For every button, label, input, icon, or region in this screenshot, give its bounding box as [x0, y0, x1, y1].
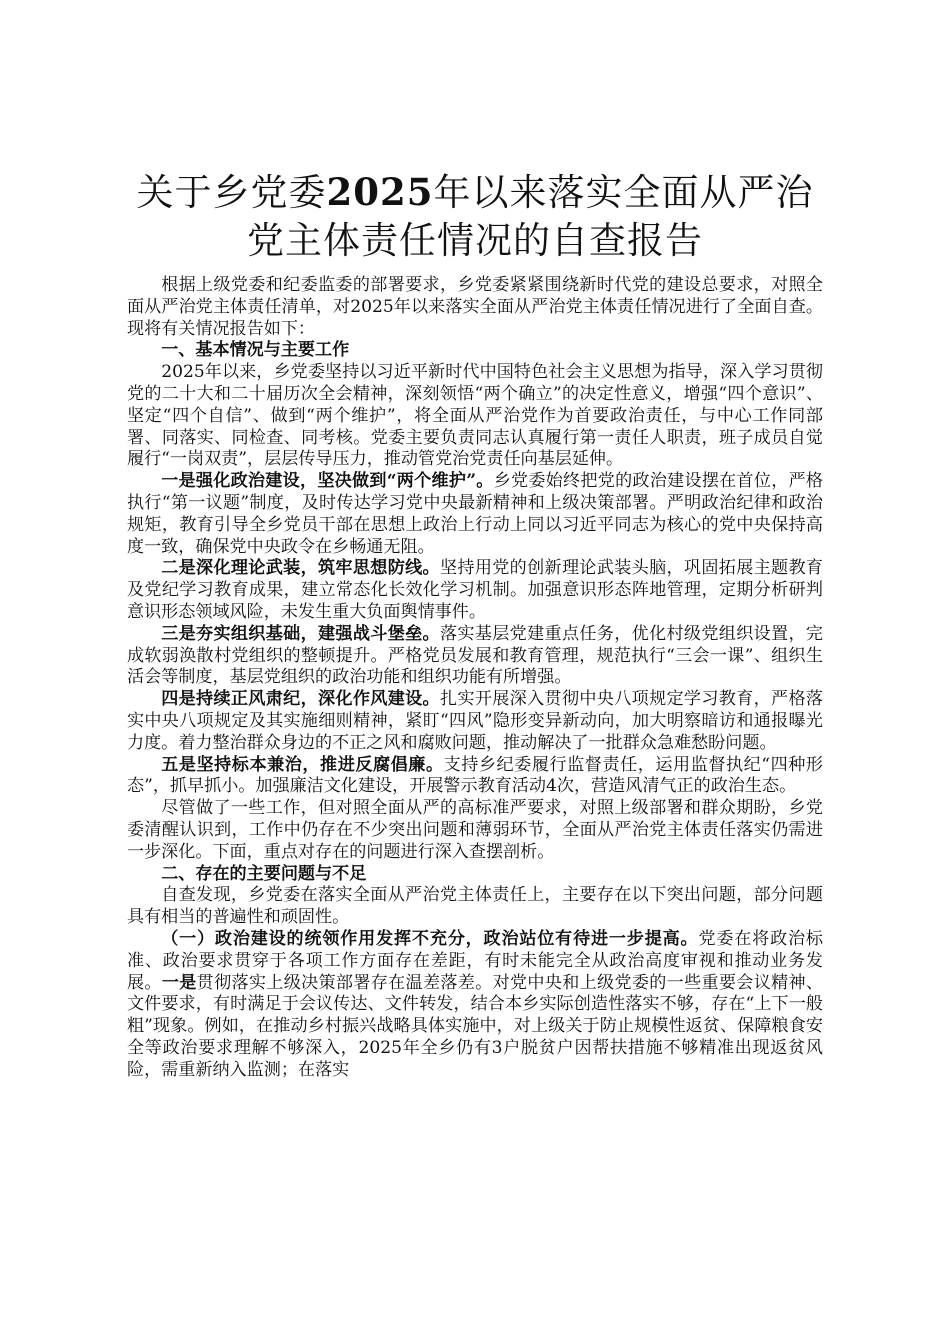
problem1-paragraph: [127, 929, 823, 1082]
section1-intro-paragraph: 2025年以来，乡党委坚持以习近平新时代中国特色社会主义思想为指导，深入学习贯彻党的二十大和二十届历次全会精神，深刻领悟“两个确立”的决定性意义，增强“四个意识”、坚定“四个自信”、做到“两个维护”，将全面从严治党作为首要政治责任，与中心工作同部署、同落实、同检查、同考核。党委主要负责同志认真履行第一责任人职责，班子成员自觉履行“一岗双责”，层层传导压力，推动管党治党责任向基层延伸。: [127, 362, 823, 470]
item1-paragraph: [127, 471, 823, 558]
section2-heading: 二、存在的主要问题与不足: [161, 863, 367, 884]
item1-lead: 一是强化政治建设，坚决做到“两个维护”。: [161, 471, 494, 492]
item2-body: 坚持用党的创新理论武装头脑，巩固拓展主题教育及党纪学习教育成果，建立常态化长效化学习机制。加强意识形态阵地管理，定期分析研判意识形态领域风险，未发生重大负面舆情事件。: [127, 558, 823, 622]
problem1-lead: （一）政治建设的统领作用发挥不充分，政治站位有待进一步提高。: [161, 928, 699, 949]
item2-paragraph: [127, 558, 823, 623]
item2-lead: 二是深化理论武装，筑牢思想防线。: [161, 558, 440, 579]
problem1-body1: 党委在将政治标准、政治要求贯穿于各项工作方面存在差距，有时未能完全从政治高度审视和推动业务发展。: [127, 928, 823, 993]
document-page: [127, 168, 823, 1081]
item5-paragraph: [127, 755, 823, 799]
item4-lead: 四是持续正风肃纪，深化作风建设。: [161, 689, 440, 710]
section2-intro-paragraph: 自查发现，乡党委在落实全面从严治党主体责任上，主要存在以下突出问题，部分问题具有相当的普遍性和顽固性。: [127, 885, 823, 928]
item5-lead: 五是坚持标本兼治，推进反腐倡廉。: [161, 754, 444, 775]
section1-heading: 一、基本情况与主要工作: [161, 340, 350, 361]
problem1-body2: 贯彻落实上级决策部署存在温差落差。对党中央和上级党委的一些重要会议精神、文件要求，有时满足于会议传达、文件转发，结合本乡实际创造性落实不够，存在“上下一般粗”现象。例如，在推动乡村振兴战略具体实施中，对上级关于防止规模性返贫、保障粮食安全等政治要求理解不够深入，2025年全乡仍有3户脱贫户因帮扶措施不够精准出现返贫风险，需重新纳入监测；在落实: [127, 972, 824, 1080]
section1-summary-paragraph: 尽管做了一些工作，但对照全面从严的高标准严要求，对照上级部署和群众期盼，乡党委清醒认识到，工作中仍存在不少突出问题和薄弱环节，全面从严治党主体责任落实仍需进一步深化。下面，重点对存在的问题进行深入查摆剖析。: [127, 798, 823, 862]
intro-paragraph: 根据上级党委和纪委监委的部署要求，乡党委紧紧围绕新时代党的建设总要求，对照全面从严治党主体责任清单，对2025年以来落实全面从严治党主体责任情况进行了全面自查。现将有关情况报告如下：: [127, 275, 823, 339]
item3-paragraph: [127, 624, 823, 689]
item4-body: 扎实开展深入贯彻中央八项规定学习教育，严格落实中央八项规定及其实施细则精神，紧盯“四风”隐形变异新动向，加大明察暗访和通报曝光力度。着力整治群众身边的不正之风和腐败问题，推动解决了一批群众急难愁盼问题。: [127, 689, 823, 753]
item3-body: 落实基层党建重点任务，优化村级党组织设置，完成软弱涣散村党组织的整顿提升。严格党员发展和教育管理，规范执行“三会一课”、组织生活会等制度，基层党组织的政治功能和组织功能有所增强。: [127, 623, 823, 688]
item1-body: 乡党委始终把党的政治建设摆在首位，严格执行“第一议题”制度，及时传达学习党中央最新精神和上级决策部署。严明政治纪律和政治规矩，教育引导全乡党员干部在思想上政治上行动上同以习近平同志为核心的党中央保持高度一致，确保党中央政令在乡畅通无阻。: [127, 471, 824, 557]
title-year: 2025: [326, 170, 434, 214]
item4-paragraph: [127, 689, 823, 754]
item5-body: 支持乡纪委履行监督责任，运用监督执纪“四种形态”，抓早抓小。加强廉洁文化建设，开展警示教育活动4次，营造风清气正的政治生态。: [127, 754, 823, 797]
problem1-sub-lead: 一是: [161, 972, 197, 993]
title-part2: 年以来落实全面从严治党主体责任情况的自查报告: [247, 171, 814, 262]
item3-lead: 三是夯实组织基础，建强战斗堡垒。: [161, 623, 440, 644]
title-part1: 关于乡党委: [136, 171, 327, 214]
document-title: [127, 168, 823, 265]
